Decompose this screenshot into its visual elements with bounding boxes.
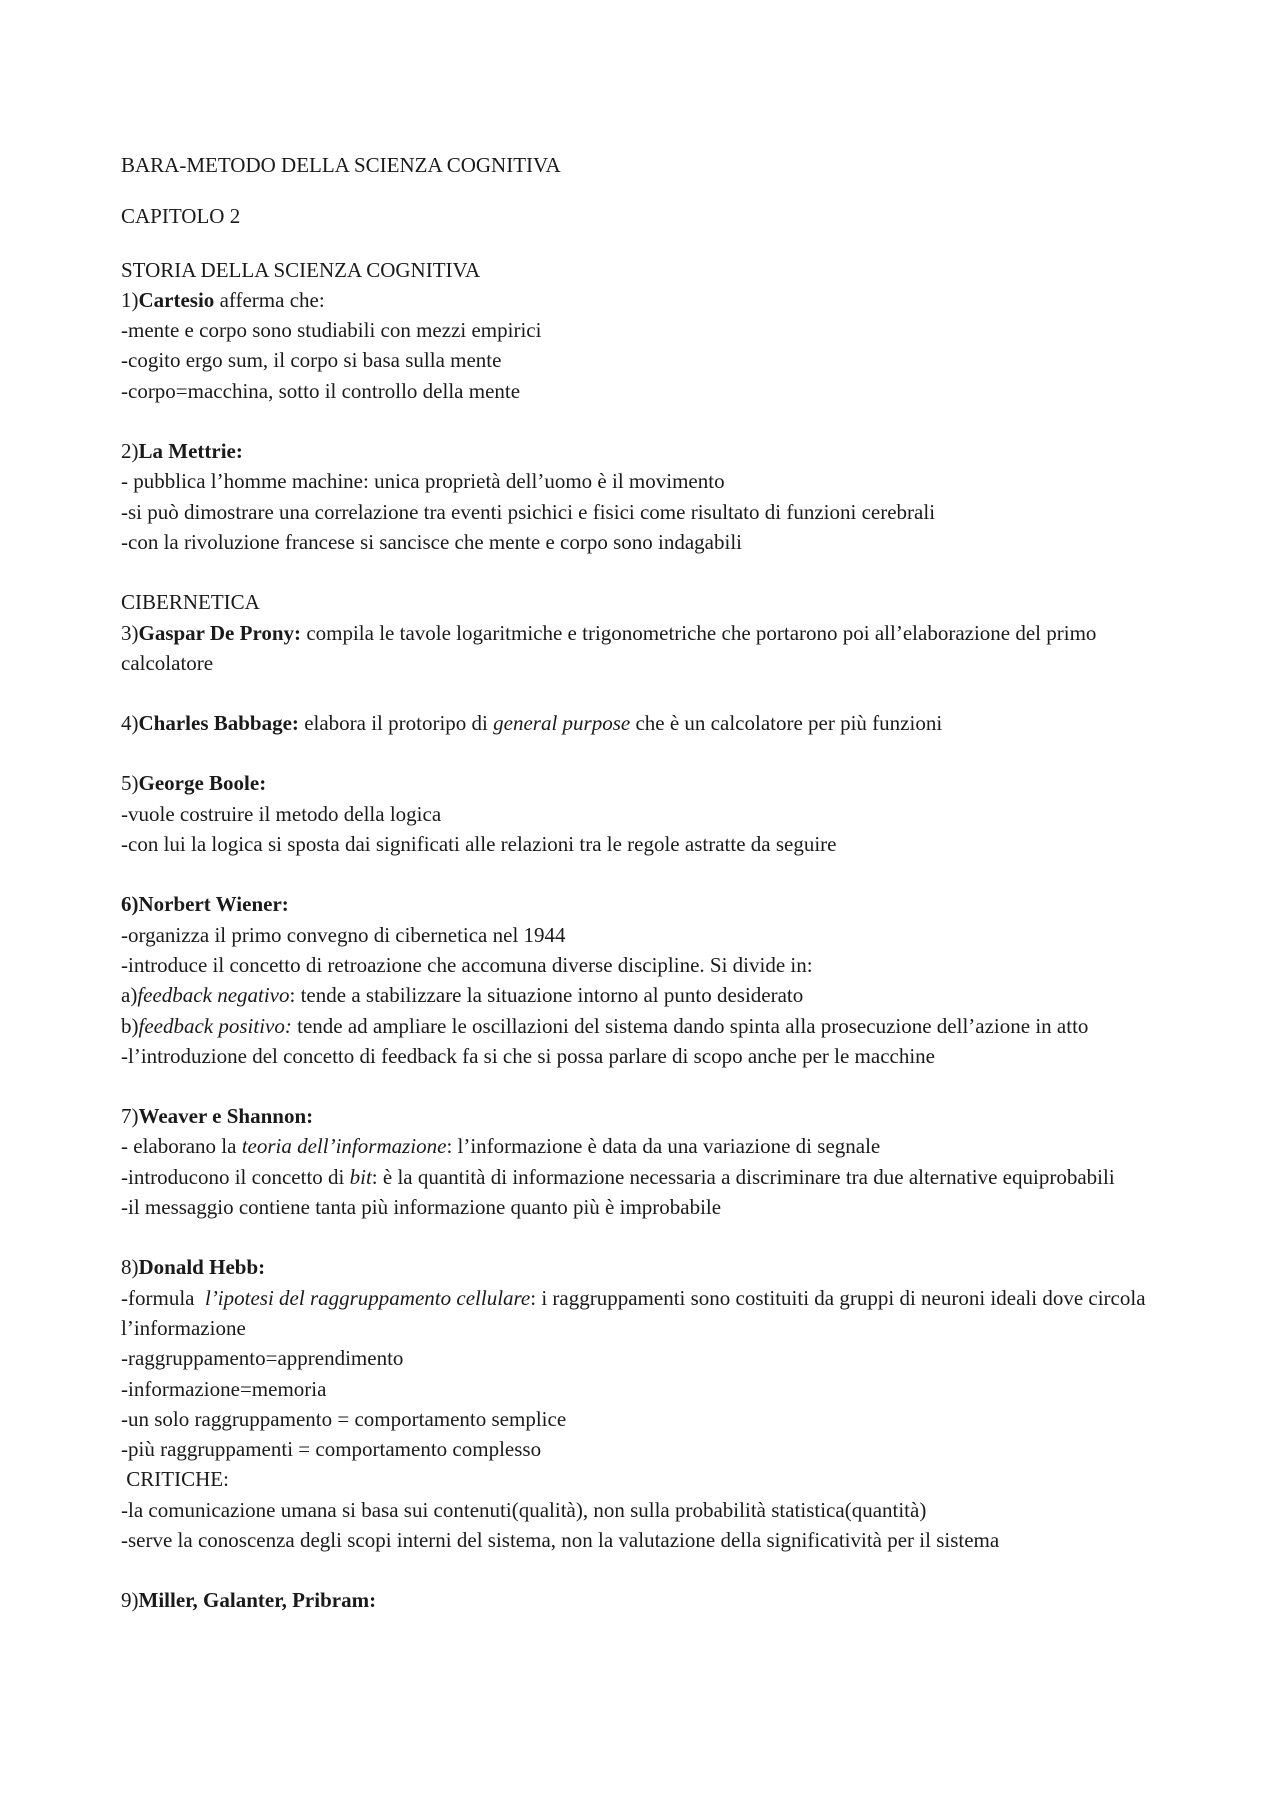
list-item: b)feedback positivo: tende ad ampliare le oscillazioni del sistema dando spinta alla prosecuzione dell’azione in atto [121, 1013, 1089, 1038]
list-item: -con la rivoluzione francese si sancisce che mente e corpo sono indagabili [121, 529, 743, 554]
list-item: -formula l’ipotesi del raggruppamento cellulare: i raggruppamenti sono costituiti da gruppi di neuroni ideali dove circola l’informazione [121, 1285, 1146, 1340]
list-item: -la comunicazione umana si basa sui contenuti(qualità), non sulla probabilità statistica(quantità) [121, 1497, 927, 1522]
list-item: - elaborano la teoria dell’informazione: l’informazione è data da una variazione di segnale [121, 1134, 881, 1159]
list-item: -cogito ergo sum, il corpo si basa sulla mente [121, 348, 502, 373]
list-item: -un solo raggruppamento = comportamento semplice [121, 1406, 567, 1431]
list-item: - pubblica l’homme machine: unica proprietà dell’uomo è il movimento [121, 469, 725, 494]
prony-paragraph: 3)Gaspar De Prony: compila le tavole logaritmiche e trigonometriche che portarono poi all’elaborazione del primo calcolatore [121, 620, 1097, 675]
boole-heading: 5)George Boole: [121, 771, 267, 796]
list-item: -raggruppamento=apprendimento [121, 1346, 404, 1371]
list-item: -il messaggio contiene tanta più informazione quanto più è improbabile [121, 1195, 722, 1220]
list-item: -organizza il primo convegno di cibernetica nel 1944 [121, 922, 566, 947]
list-item: -vuole costruire il metodo della logica [121, 801, 442, 826]
babbage-paragraph: 4)Charles Babbage: elabora il protoripo di general purpose che è un calcolatore per più funzioni [121, 711, 943, 736]
hebb-heading: 8)Donald Hebb: [121, 1255, 266, 1280]
wiener-heading: 6)Norbert Wiener: [121, 892, 289, 917]
cibernetica-heading: CIBERNETICA [121, 590, 260, 615]
list-item: -mente e corpo sono studiabili con mezzi empirici [121, 318, 542, 343]
list-item: -introducono il concetto di bit: è la quantità di informazione necessaria a discriminare tra due alternative equiprobabili [121, 1164, 1115, 1189]
list-item: -con lui la logica si sposta dai significati alle relazioni tra le regole astratte da seguire [121, 832, 837, 857]
list-item: -introduce il concetto di retroazione che accomuna diverse discipline. Si divide in: [121, 952, 813, 977]
critiche-heading: CRITICHE: [121, 1467, 229, 1492]
list-item: -serve la conoscenza degli scopi interni del sistema, non la valutazione della significatività per il sistema [121, 1527, 1000, 1552]
list-item: a)feedback negativo: tende a stabilizzare la situazione intorno al punto desiderato [121, 983, 804, 1008]
document-body [121, 150, 1181, 1616]
list-item: -si può dimostrare una correlazione tra eventi psichici e fisici come risultato di funzioni cerebrali [121, 499, 936, 524]
mettrie-heading: 2)La Mettrie: [121, 439, 243, 464]
list-item: -informazione=memoria [121, 1376, 327, 1401]
chapter-heading: CAPITOLO 2 [121, 204, 241, 229]
cartesio-heading: 1)Cartesio afferma che: [121, 287, 325, 312]
document-title: BARA-METODO DELLA SCIENZA COGNITIVA [121, 153, 561, 177]
list-item: -più raggruppamenti = comportamento complesso [121, 1437, 542, 1462]
list-item: -corpo=macchina, sotto il controllo della mente [121, 378, 521, 403]
section-heading: STORIA DELLA SCIENZA COGNITIVA [121, 257, 481, 282]
miller-heading: 9)Miller, Galanter, Pribram: [121, 1588, 377, 1613]
weaver-heading: 7)Weaver e Shannon: [121, 1104, 314, 1129]
list-item: -l’introduzione del concetto di feedback fa si che si possa parlare di scopo anche per le macchine [121, 1043, 935, 1068]
